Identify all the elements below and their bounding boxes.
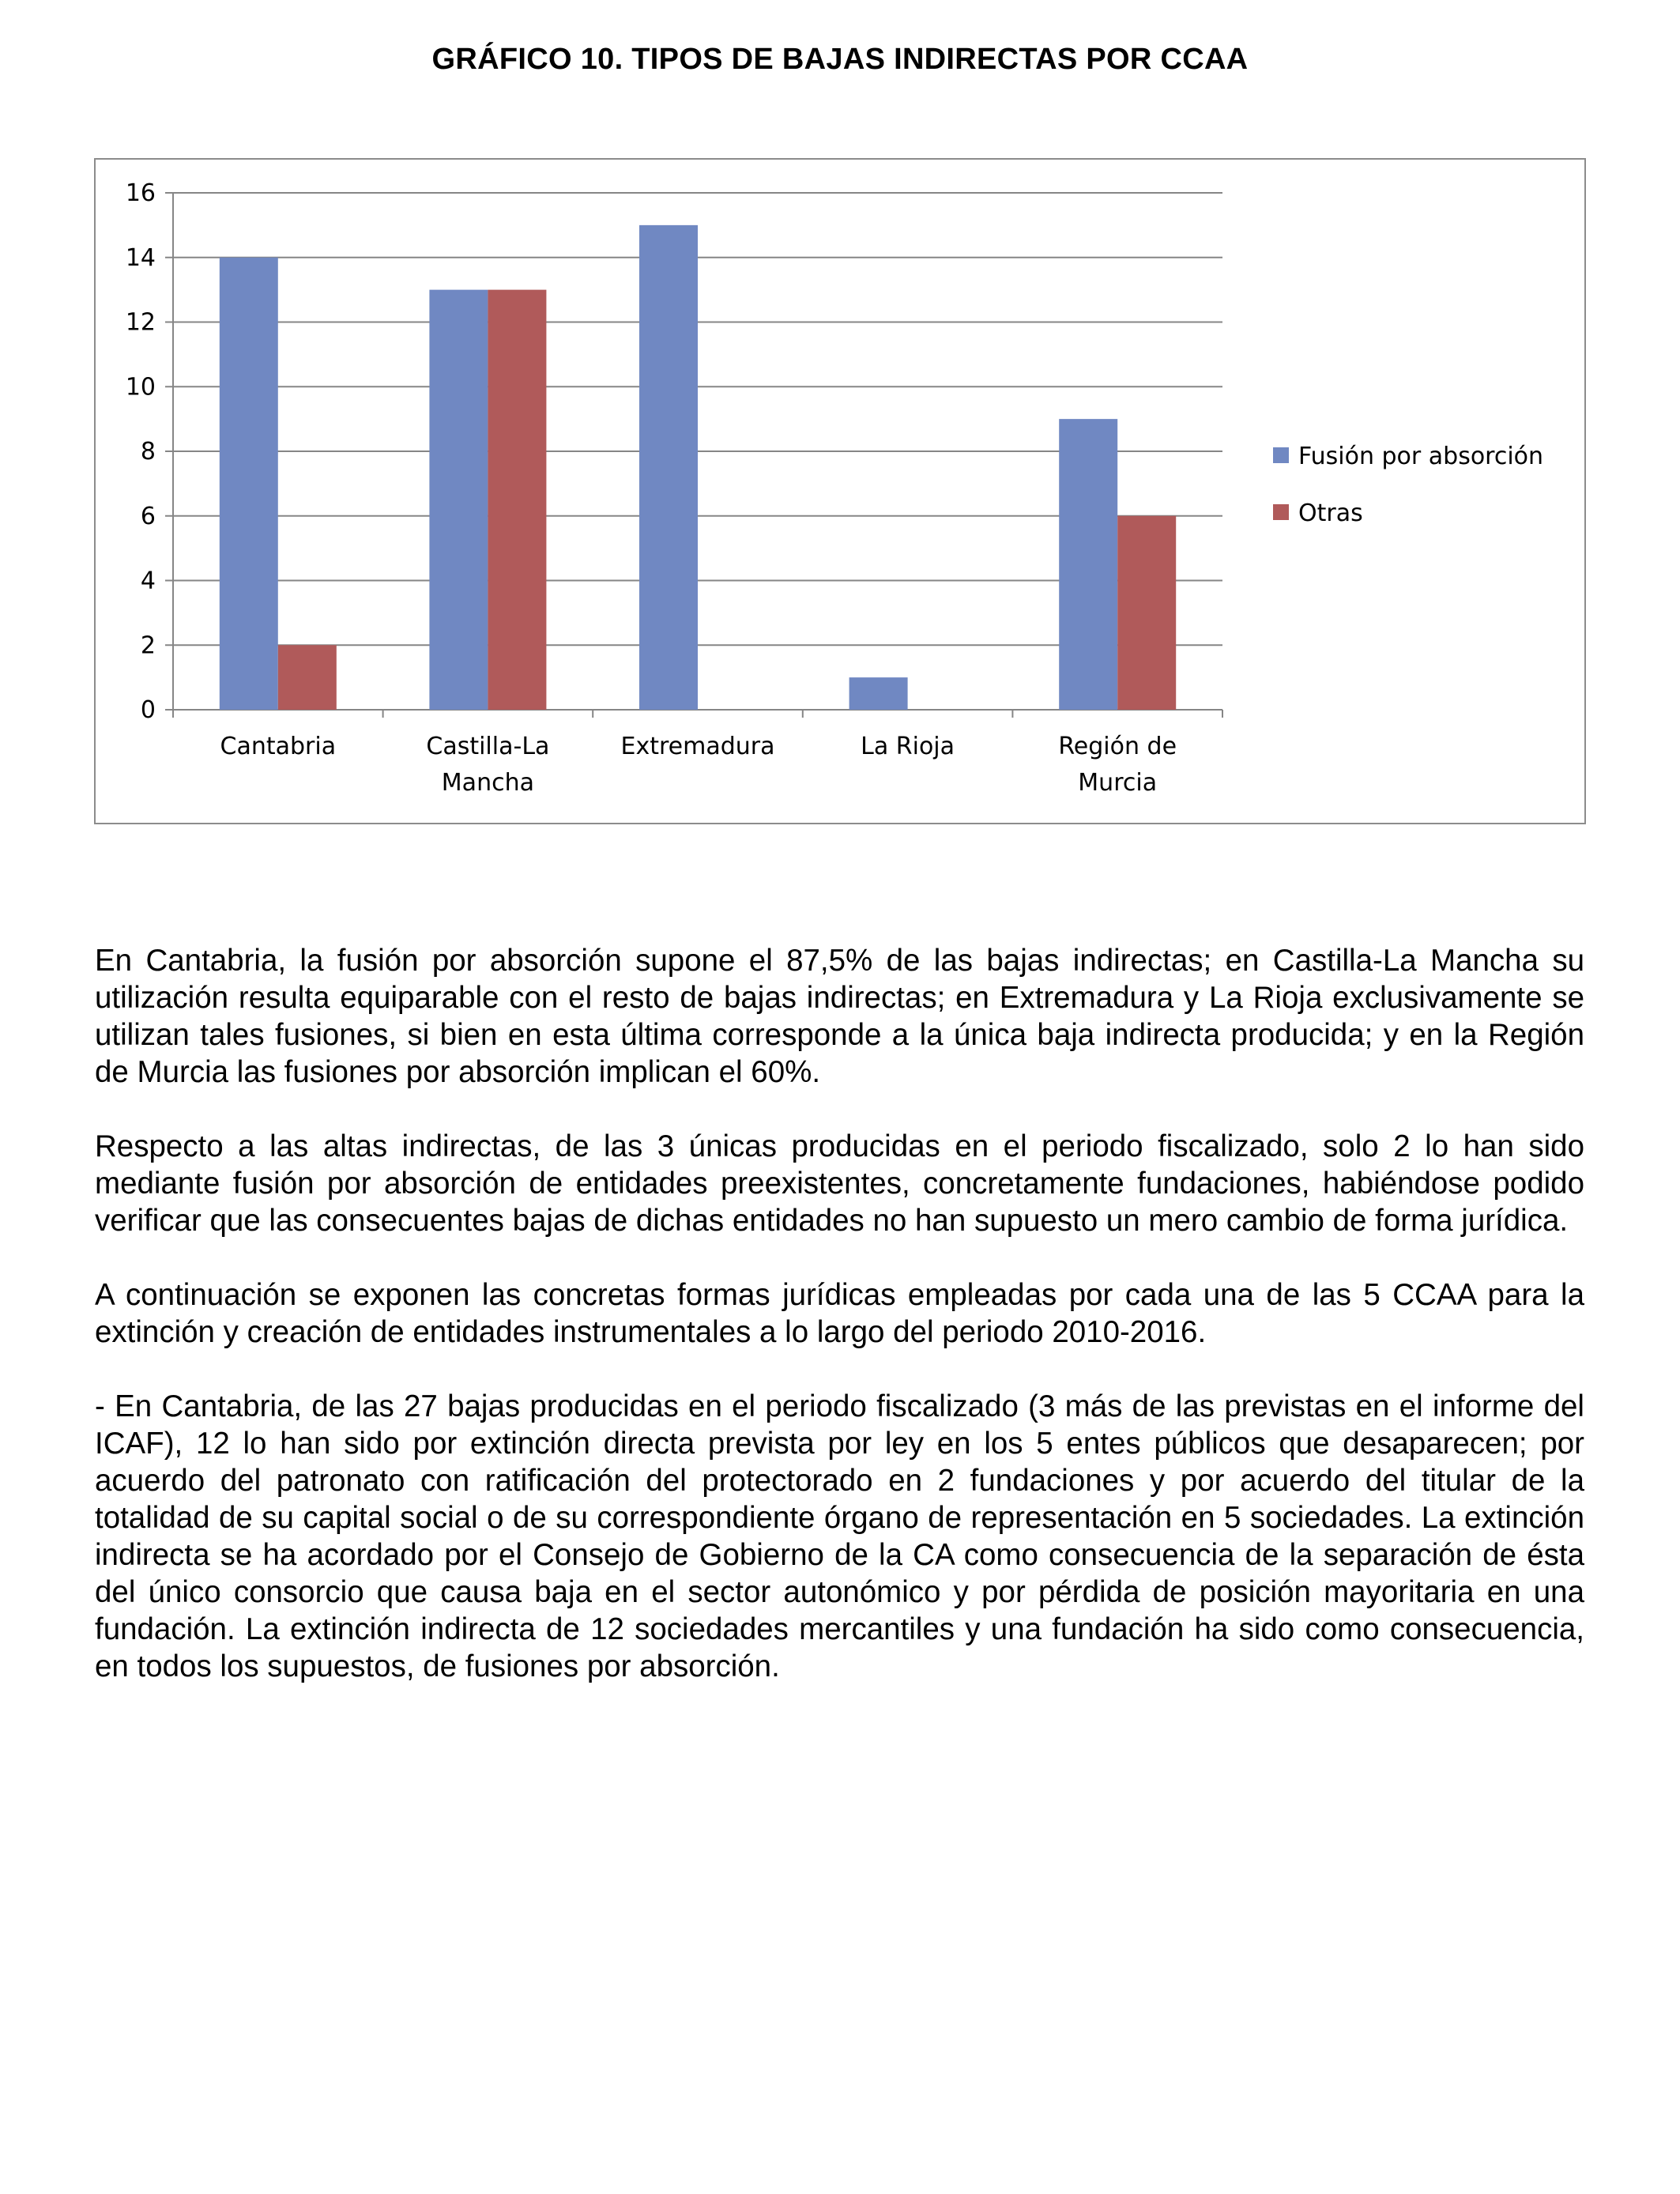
x-category-label: La Rioja xyxy=(861,733,955,760)
bar-fusion xyxy=(220,258,278,710)
y-tick-label: 4 xyxy=(140,567,156,595)
y-tick-label: 6 xyxy=(140,502,156,530)
y-tick-label: 16 xyxy=(125,179,156,207)
x-category-label: Región de xyxy=(1058,733,1177,760)
y-tick-label: 2 xyxy=(140,631,156,660)
paragraph-fusion-summary: En Cantabria, la fusión por absorción supone el 87,5% de las bajas indirectas; en Castilla-La Mancha su utilización resulta equiparable con el resto de bajas indirectas; en Extremadura y La Rioja exclusivamente se utilizan tales fusiones, si bien en esta última corresponde a la única baja indirecta producida; y en la Región de Murcia las fusiones por absorción implican el 60%. xyxy=(95,944,1584,1089)
bar-otras xyxy=(278,645,337,710)
paragraph-altas-indirectas: Respecto a las altas indirectas, de las 3 únicas producidas en el periodo fiscalizado, solo 2 lo han sido mediante fusión por absorción de entidades preexistentes, concretamente fundaciones, habiéndose podido verificar que las consecuentes bajas de dichas entidades no han supuesto un mero cambio de forma jurídica. xyxy=(95,1129,1584,1238)
figure-title: GRÁFICO 10. TIPOS DE BAJAS INDIRECTAS POR CCAA xyxy=(431,43,1249,76)
bar-otras xyxy=(1117,516,1176,710)
y-tick-label: 10 xyxy=(125,373,156,401)
legend-label: Fusión por absorción xyxy=(1298,443,1544,470)
bar-fusion xyxy=(639,225,698,710)
chart-frame xyxy=(94,158,1586,824)
bar-otras xyxy=(488,290,546,710)
x-category-label: Mancha xyxy=(441,769,534,797)
y-tick-label: 0 xyxy=(140,696,156,724)
y-tick-label: 8 xyxy=(140,438,156,466)
x-category-label: Extremadura xyxy=(620,733,775,760)
bar-chart xyxy=(96,160,1584,823)
paragraph-cantabria: - En Cantabria, de las 27 bajas producidas en el periodo fiscalizado (3 más de las previstas en el informe del ICAF), 12 lo han sido por extinción directa prevista por ley en los 5 entes públicos que desaparecen; por acuerdo del patronato con ratificación del protectorado en 2 fundaciones y por acuerdo del titular de la totalidad de su capital social o de su correspondiente órgano de representación en 5 sociedades. La extinción indirecta se ha acordado por el Consejo de Gobierno de la CA como consecuencia de la separación de ésta del único consorcio que causa baja en el sector autonómico y por pérdida de posición mayoritaria en una fundación. La extinción indirecta de 12 sociedades mercantiles y una fundación ha sido como consecuencia, en todos los supuestos, de fusiones por absorción. xyxy=(95,1389,1584,1683)
bar-fusion xyxy=(1059,419,1117,710)
y-tick-label: 12 xyxy=(125,308,156,337)
x-category-label: Murcia xyxy=(1078,769,1158,797)
bar-fusion xyxy=(429,290,488,710)
bar-fusion xyxy=(849,677,908,710)
body-text xyxy=(95,942,1584,1722)
legend-swatch xyxy=(1273,447,1289,463)
y-tick-label: 14 xyxy=(125,243,156,272)
legend-swatch xyxy=(1273,504,1289,520)
paragraph-formas-juridicas: A continuación se exponen las concretas formas jurídicas empleadas por cada una de las 5 CCAA para la extinción y creación de entidades instrumentales a lo largo del periodo 2010-2016. xyxy=(95,1278,1584,1349)
x-category-label: Castilla-La xyxy=(426,733,550,760)
legend-label: Otras xyxy=(1298,499,1363,527)
x-category-label: Cantabria xyxy=(220,733,337,760)
